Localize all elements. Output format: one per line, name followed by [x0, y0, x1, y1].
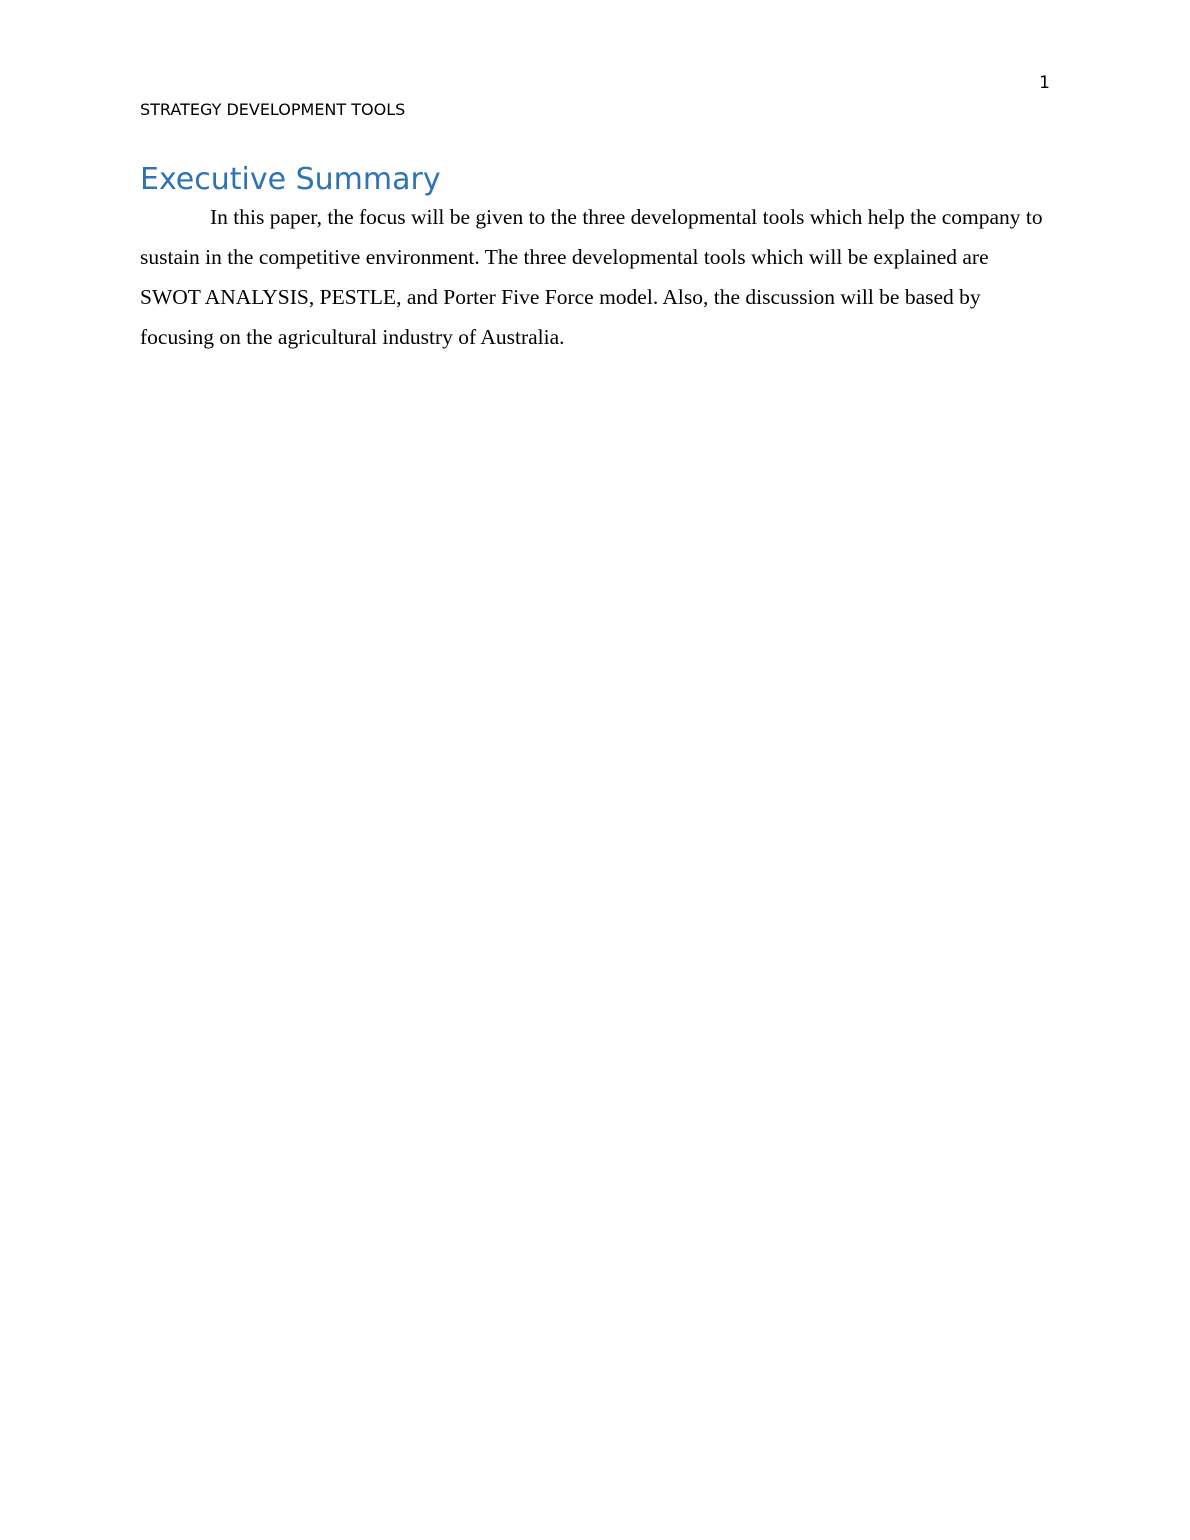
page-number: 1 [1039, 73, 1050, 93]
body-paragraph: In this paper, the focus will be given to the three developmental tools which help the company to sustain in the competitive environment. The three developmental tools which will be explained are SWOT ANALYSIS, PESTLE, and Porter Five Force model. Also, the discussion will be based by focusing on the agricultural industry of Australia. [140, 205, 1043, 349]
running-head: STRATEGY DEVELOPMENT TOOLS [140, 100, 406, 119]
section-heading: Executive Summary [140, 162, 441, 197]
